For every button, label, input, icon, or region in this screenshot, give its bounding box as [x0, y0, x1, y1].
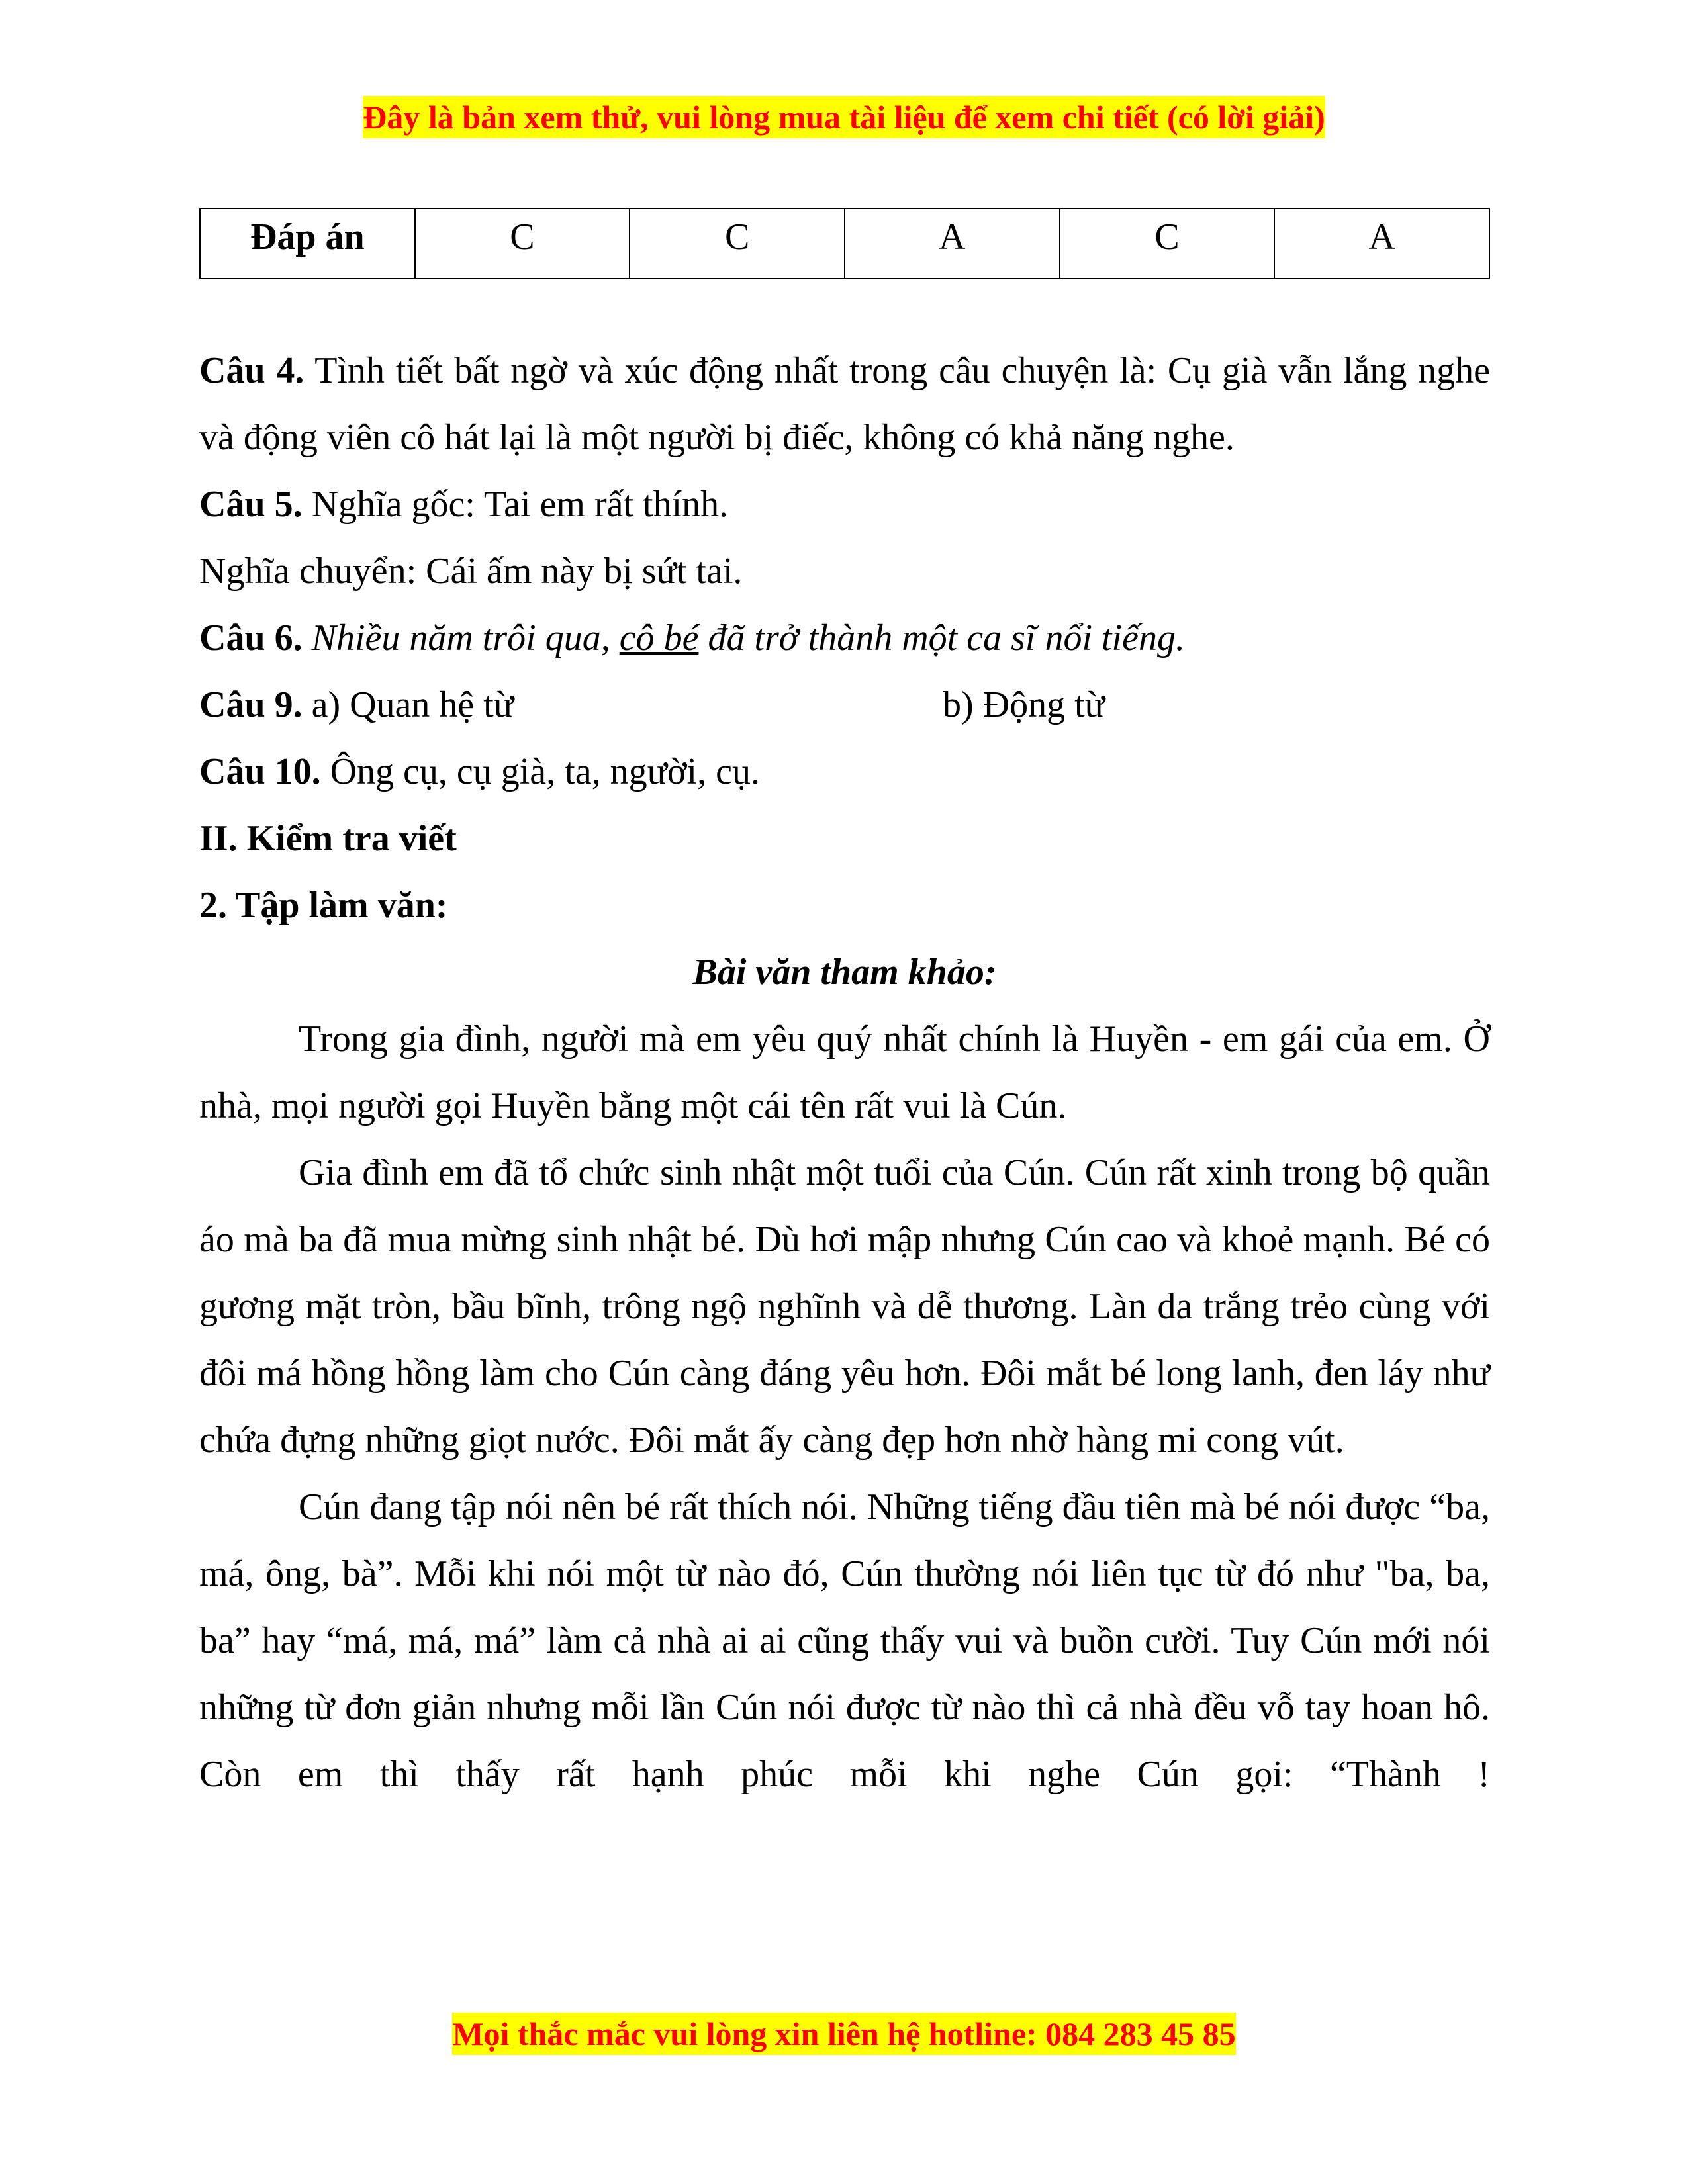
underlined-subject: cô bé	[619, 617, 699, 659]
answer-cell: C	[630, 208, 845, 279]
essay-paragraph: Trong gia đình, người mà em yêu quý nhất chính là Huyền - em gái của em. Ở nhà, mọi người gọi Huyền bằng một cái tên rất vui là Cún.	[199, 1019, 1490, 1126]
section-heading: II. Kiểm tra viết	[199, 818, 457, 859]
preview-notice-banner	[0, 98, 1688, 136]
hotline-text: Mọi thắc mắc vui lòng xin liên hệ hotline: 084 283 45 85	[452, 2013, 1235, 2055]
hotline-banner	[0, 2015, 1688, 2053]
question-5-line-2: Nghĩa chuyển: Cái ấm này bị sứt tai.	[199, 551, 743, 592]
question-10: Câu 10. Ông cụ, cụ già, ta, người, cụ.	[199, 751, 760, 792]
question-5: Câu 5. Nghĩa gốc: Tai em rất thính.	[199, 484, 729, 525]
question-4: Câu 4. Tình tiết bất ngờ và xúc động nhất trong câu chuyện là: Cụ già vẫn lắng nghe và động viên cô hát lại là một người bị điếc, không có khả năng nghe.	[199, 350, 1490, 458]
table-row	[200, 208, 1489, 279]
essay-title: Bài văn tham khảo:	[692, 952, 997, 993]
answer-cell: A	[1274, 208, 1489, 279]
essay-paragraph: Cún đang tập nói nên bé rất thích nói. Những tiếng đầu tiên mà bé nói được “ba, má, ông, bà”. Mỗi khi nói một từ nào đó, Cún thường nói liên tục từ đó như "ba, ba, ba” hay “má, má, má” làm cả nhà ai ai cũng thấy vui và buồn cười. Tuy Cún mới nói những từ đơn giản nhưng mỗi lần Cún nói được từ nào thì cả nhà đều vỗ tay hoan hô. Còn em thì thấy rất hạnh phúc mỗi khi nghe Cún gọi: “Thành !	[199, 1486, 1490, 1795]
subsection-heading: 2. Tập làm văn:	[199, 885, 448, 926]
document-body	[199, 338, 1490, 1808]
answer-table	[199, 208, 1490, 279]
answer-cell: A	[845, 208, 1060, 279]
question-6: Câu 6. Nhiều năm trôi qua, cô bé đã trở thành một ca sĩ nổi tiếng.	[199, 617, 1185, 659]
question-9: Câu 9. a) Quan hệ từ b) Động từ	[199, 684, 1105, 725]
essay-paragraph: Gia đình em đã tổ chức sinh nhật một tuổi của Cún. Cún rất xinh trong bộ quần áo mà ba đã mua mừng sinh nhật bé. Dù hơi mập nhưng Cún cao và khoẻ mạnh. Bé có gương mặt tròn, bầu bĩnh, trông ngộ nghĩnh và dễ thương. Làn da trắng trẻo cùng với đôi má hồng hồng làm cho Cún càng đáng yêu hơn. Đôi mắt bé long lanh, đen láy như chứa đựng những giọt nước. Đôi mắt ấy càng đẹp hơn nhờ hàng mi cong vút.	[199, 1152, 1490, 1461]
answer-label-cell: Đáp án	[200, 208, 415, 279]
answer-cell: C	[415, 208, 630, 279]
answer-cell: C	[1060, 208, 1275, 279]
preview-notice-text: Đây là bản xem thử, vui lòng mua tài liệu để xem chi tiết (có lời giải)	[363, 96, 1325, 138]
